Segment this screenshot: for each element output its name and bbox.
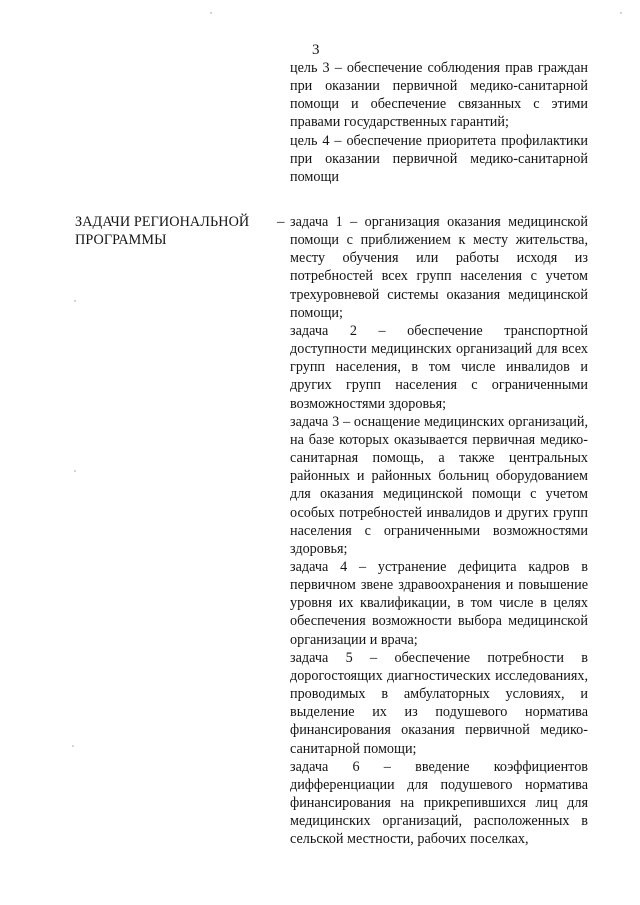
scan-speck bbox=[620, 12, 622, 14]
task-3: задача 3 – оснащение медицинских организаций, на базе которых оказывается первичная медико-санитарная помощь, а также центральных районных и районных больниц оборудованием для оказания медицинской помощи с учетом особых потребностей инвалидов и других групп населения с ограниченными возможностями здоровья; bbox=[290, 413, 588, 557]
task-2: задача 2 – обеспечение транспортной доступности медицинских организаций для всех групп населения, в том числе инвалидов и других групп населения с ограниченными возможностями здоровья; bbox=[290, 322, 588, 412]
label-dash: – bbox=[277, 214, 285, 230]
scan-speck bbox=[72, 745, 74, 747]
task-4: задача 4 – устранение дефицита кадров в первичном звене здравоохранения и повышение уровня их квалификации, в том числе в целях обеспечения возможности выбора медицинской организации и врача; bbox=[290, 558, 588, 648]
page-number: 3 bbox=[312, 42, 320, 58]
task-1: задача 1 – организация оказания медицинской помощи с приближением к месту жительства, месту обучения или работы исходя из потребностей всех групп населения с учетом трехуровневой системы оказания медицинской помощи; bbox=[290, 214, 588, 321]
goal-4: цель 4 – обеспечение приоритета профилактики при оказании первичной медико-санитарной помощи bbox=[290, 132, 588, 185]
scan-speck bbox=[74, 470, 76, 472]
goal-3: цель 3 – обеспечение соблюдения прав граждан при оказании первичной медико-санитарной помощи и обеспечение связанных с этими правами государственных гарантий; bbox=[290, 60, 588, 131]
tasks-block bbox=[290, 213, 588, 848]
task-5: задача 5 – обеспечение потребности в дорогостоящих диагностических исследованиях, проводимых в амбулаторных условиях, и выделение их из подушевого норматива финансирования оказания первичной медико-санитарной помощи; bbox=[290, 649, 588, 757]
scan-speck bbox=[74, 300, 76, 302]
tasks-section-label: ЗАДАЧИ РЕГИОНАЛЬНОЙ ПРОГРАММЫ bbox=[75, 214, 250, 248]
scan-speck bbox=[210, 12, 212, 14]
task-6: задача 6 – введение коэффициентов дифференциации для подушевого норматива финансирования на прикрепившихся лиц для медицинских организаций, расположенных в сельской местности, рабочих поселках, bbox=[290, 758, 588, 848]
goals-block bbox=[290, 59, 588, 186]
